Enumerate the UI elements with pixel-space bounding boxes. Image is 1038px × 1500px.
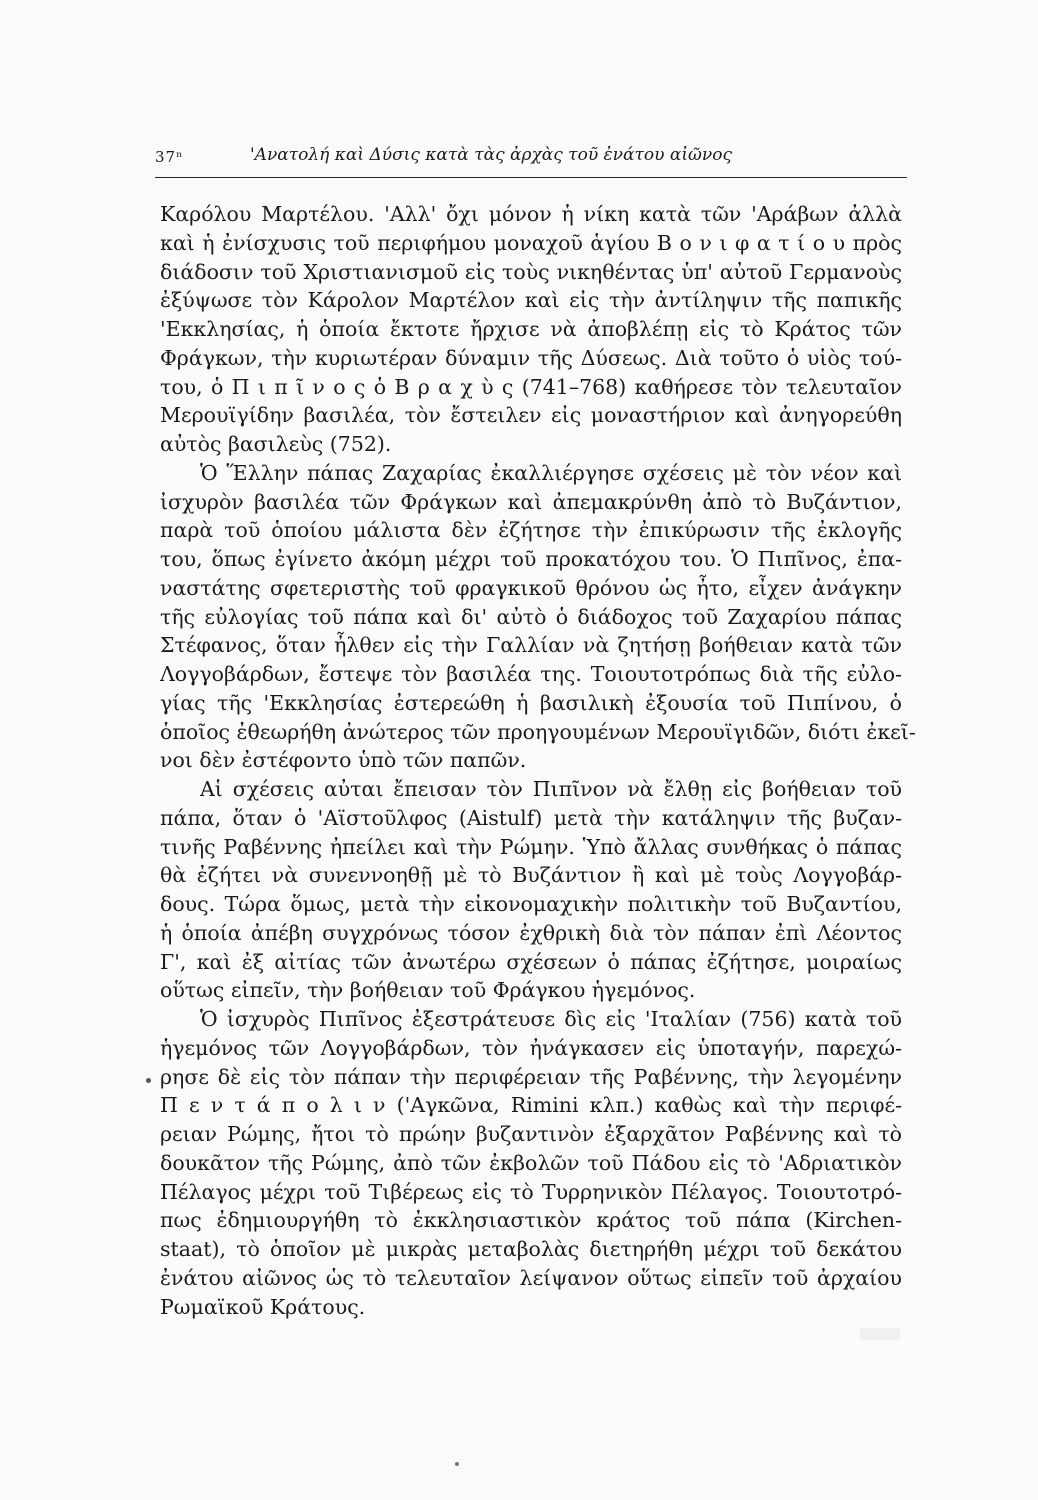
text-line: ναστάτης σφετεριστὴς τοῦ φραγκικοῦ θρόνου ὡς ἦτο, εἶχεν ἀνάγκην: [160, 575, 902, 600]
text-line: ἡγεμόνος τῶν Λογγοβάρδων, τὸν ἠνάγκασεν εἰς ὑποταγήν, παρεχώ-: [160, 1035, 902, 1060]
text-line: Π ε ν τ ά π ο λ ι ν ('Αγκῶνα, Rimini κλπ.) καθὼς καὶ τὴν περιφέ-: [160, 1093, 902, 1118]
text-line: ρησε δὲ εἰς τὸν πάπαν τὴν περιφέρειαν τῆς Ραβέννης, τὴν λεγομένην: [160, 1064, 902, 1089]
text-line: πάπα, ὅταν ὁ 'Αϊστοῦλφος (Aistulf) μετὰ τὴν κατάληψιν τῆς βυζαν-: [160, 805, 902, 830]
text-line: του, ὁ Π ι π ῖ ν ο ς ὁ Β ρ α χ ὺ ς (741–768) καθήρεσε τὸν τελευταῖον: [160, 374, 902, 399]
text-line: αὐτὸς βασιλεὺς (752).: [160, 432, 392, 456]
text-line: ἐξύψωσε τὸν Κάρολον Μαρτέλον καὶ εἰς τὴν ἀντίληψιν τῆς παπικῆς: [160, 288, 902, 313]
text-line: Στέφανος, ὅταν ἦλθεν εἰς τὴν Γαλλίαν νὰ ζητήσῃ βοήθειαν κατὰ τῶν: [160, 633, 902, 658]
text-line: καὶ ἡ ἐνίσχυσις τοῦ περιφήμου μοναχοῦ ἁγίου Β ο ν ι φ α τ ί ο υ πρὸς: [160, 230, 902, 255]
page-header: [155, 140, 905, 170]
text-line: Ὁ ἰσχυρὸς Πιπῖνος ἐξεστράτευσε δὶς εἰς 'Ιταλίαν (756) κατὰ τοῦ: [200, 1007, 902, 1031]
text-line: παρὰ τοῦ ὁποίου μάλιστα δὲν ἐζήτησε τὴν ἐπικύρωσιν τῆς ἐκλογῆς: [160, 518, 902, 543]
text-line: 'Εκκλησίας, ἡ ὁποία ἔκτοτε ἤρχισε νὰ ἀποβλέπῃ εἰς τὸ Κράτος τῶν: [160, 317, 902, 341]
text-line: ἡ ὁποία ἀπέβη συγχρόνως τόσον ἐχθρικὴ διὰ τὸν πάπαν ἐπὶ Λέοντος: [160, 920, 902, 945]
body-text: [160, 200, 916, 1321]
text-line: πως ἐδημιουργήθη τὸ ἐκκλησιαστικὸν κράτος τοῦ πάπα (Kirchen-: [160, 1208, 902, 1233]
running-head: 'Ανατολή καὶ Δύσις κατὰ τὰς ἀρχὰς τοῦ ἐνάτου αἰῶνος: [250, 145, 732, 165]
show-through-smudge: [860, 1328, 900, 1340]
text-line: νοι δὲν ἐστέφοντο ὑπὸ τῶν παπῶν.: [160, 748, 527, 773]
text-line: Ρωμαϊκοῦ Κράτους.: [160, 1294, 366, 1319]
text-line: ἐνάτου αἰῶνος ὡς τὸ τελευταῖον λείψανον οὕτως εἰπεῖν τοῦ ἀρχαίου: [160, 1265, 902, 1290]
text-line: Φράγκων, τὴν κυριωτέραν δύναμιν τῆς Δύσεως. Διὰ τοῦτο ὁ υἱὸς τού-: [160, 345, 902, 370]
text-line: τῆς εὐλογίας τοῦ πάπα καὶ δι' αὐτὸ ὁ διάδοχος τοῦ Ζαχαρίου πάπας: [160, 604, 902, 629]
text-line: Ὁ Ἕλλην πάπας Ζαχαρίας ἐκαλλιέργησε σχέσεις μὲ τὸν νέον καὶ: [200, 460, 902, 485]
text-line: Λογγοβάρδων, ἔστεψε τὸν βασιλέα της. Τοιουτοτρόπως διὰ τῆς εὐλο-: [160, 662, 902, 686]
ink-speck: [146, 1078, 151, 1083]
text-line: γίας τῆς 'Εκκλησίας ἐστερεώθη ἡ βασιλικὴ ἐξουσία τοῦ Πιπίνου, ὁ: [160, 690, 902, 715]
text-line: οὕτως εἰπεῖν, τὴν βοήθειαν τοῦ Φράγκου ἡγεμόνος.: [160, 978, 696, 1003]
text-line: διάδοσιν τοῦ Χριστιανισμοῦ εἰς τοὺς νικηθέντας ὑπ' αὐτοῦ Γερμανοὺς: [160, 259, 902, 284]
page-number: 37ⁿ: [155, 148, 184, 166]
text-line: ὁποῖος ἐθεωρήθη ἀνώτερος τῶν προηγουμένων Μερουϊγιδῶν, διότι ἐκεῖ-: [160, 719, 916, 744]
ink-speck: [455, 1462, 459, 1466]
header-rule: [155, 177, 907, 178]
text-line: δους. Τώρα ὅμως, μετὰ τὴν εἰκονομαχικὴν πολιτικὴν τοῦ Βυζαντίου,: [160, 892, 902, 916]
text-line: Μερουϊγίδην βασιλέα, τὸν ἔστειλεν εἰς μοναστήριον καὶ ἀνηγορεύθη: [160, 403, 902, 428]
text-line: Γ', καὶ ἐξ αἰτίας τῶν ἀνωτέρω σχέσεων ὁ πάπας ἐζήτησε, μοιραίως: [160, 949, 902, 974]
text-line: δουκᾶτον τῆς Ρώμης, ἀπὸ τῶν ἐκβολῶν τοῦ Πάδου εἰς τὸ 'Αδριατικὸν: [160, 1150, 902, 1175]
text-line: τινῆς Ραβέννης ἠπείλει καὶ τὴν Ρώμην. Ὑπὸ ἄλλας συνθήκας ὁ πάπας: [160, 834, 902, 859]
text-line: staat), τὸ ὁποῖον μὲ μικρὰς μεταβολὰς διετηρήθη μέχρι τοῦ δεκάτου: [160, 1237, 902, 1261]
text-line: ρειαν Ρώμης, ἤτοι τὸ πρώην βυζαντινὸν ἐξαρχᾶτον Ραβέννης καὶ τὸ: [160, 1122, 902, 1146]
text-line: Καρόλου Μαρτέλου. 'Αλλ' ὄχι μόνον ἡ νίκη κατὰ τῶν 'Αράβων ἀλλὰ: [160, 202, 902, 226]
text-line: Πέλαγος μέχρι τοῦ Τιβέρεως εἰς τὸ Τυρρηνικὸν Πέλαγος. Τοιουτοτρό-: [160, 1179, 902, 1204]
text-line: Αἱ σχέσεις αὐται ἔπεισαν τὸν Πιπῖνον νὰ ἔλθῃ εἰς βοήθειαν τοῦ: [200, 777, 902, 801]
text-line: θὰ ἐζήτει νὰ συνεννοηθῇ μὲ τὸ Βυζάντιον ἢ καὶ μὲ τοὺς Λογγοβάρ-: [160, 863, 902, 888]
text-line: ἰσχυρὸν βασιλέα τῶν Φράγκων καὶ ἀπεμακρύνθη ἀπὸ τὸ Βυζάντιον,: [160, 489, 902, 514]
text-line: του, ὅπως ἐγίνετο ἀκόμη μέχρι τοῦ προκατόχου του. Ὁ Πιπῖνος, ἐπα-: [160, 547, 902, 571]
